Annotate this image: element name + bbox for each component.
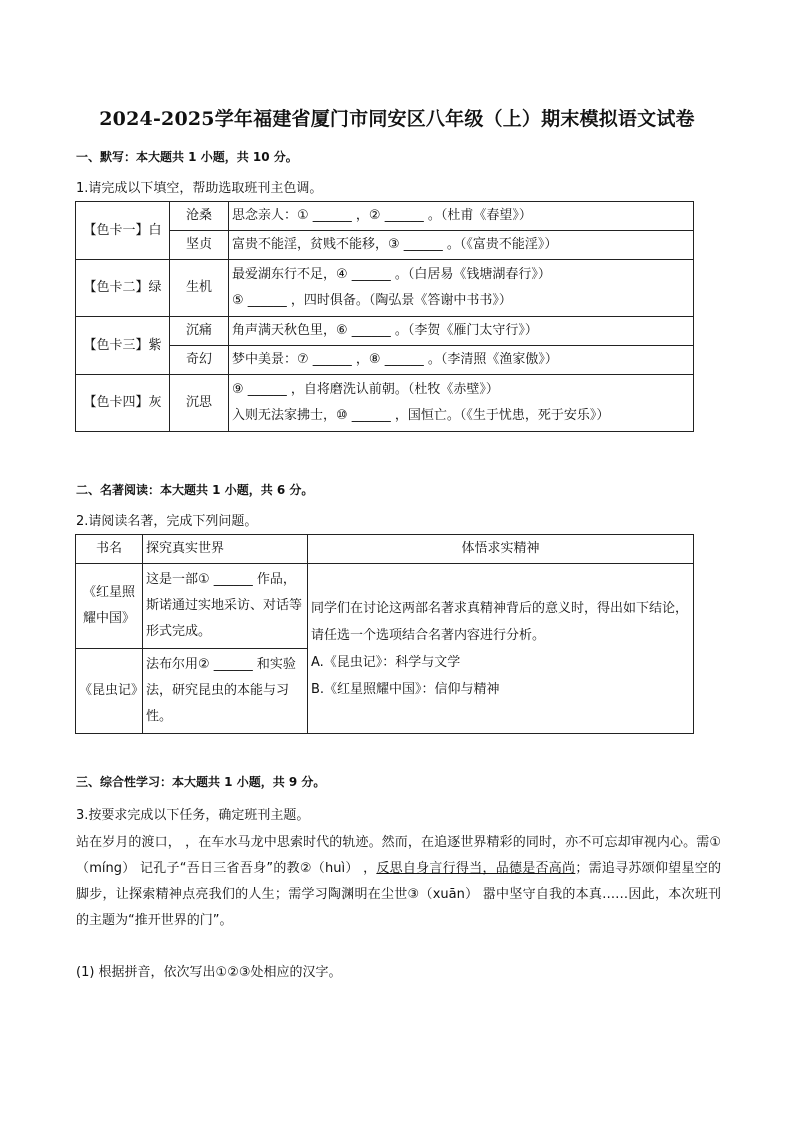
table-row xyxy=(76,260,694,317)
spirit-cell xyxy=(308,564,694,734)
option-a: A.《昆虫记》：科学与文学 xyxy=(311,654,461,670)
table-row xyxy=(76,564,694,649)
card-text: ⑨ ______ ，自将磨洗认前朝。（杜牧《赤壁》） xyxy=(232,382,499,397)
card-word: 坚贞 xyxy=(170,231,229,260)
card-word: 沉思 xyxy=(170,375,229,432)
table-row xyxy=(76,375,694,432)
passage-text: 站在岁月的渡口， ，在车水马龙中思索时代的轨迹。然而，在追逐世界精彩的同时，亦不可忘却审视内心。需①（míng） 记孔子“吾日三省吾身”的教②（huì） ， xyxy=(76,835,721,876)
book-explore: 这是一部① ______ 作品，斯诺通过实地采访、对话等形式完成。 xyxy=(143,564,308,649)
spirit-intro: 同学们在讨论这两部名著求真精神背后的意义时，得出如下结论，请任选一个选项结合名著内容进行分析。 xyxy=(311,600,689,643)
question2: 2.请阅读名著，完成下列问题。 xyxy=(76,514,258,529)
color-card-table xyxy=(75,201,694,432)
card-label: 【色卡二】绿 xyxy=(76,260,170,317)
card-text: 入则无法家拂士，⑩ ______ ，国恒亡。（《生于忧患，死于安乐》） xyxy=(232,408,610,423)
passage xyxy=(76,830,721,934)
table-header-row xyxy=(76,535,694,564)
card-text: 最爱湖东行不足，④ ______ 。（白居易《钱塘湖春行》） xyxy=(232,267,551,282)
card-text: ⑤ ______ ，四时俱备。（陶弘景《答谢中书书》） xyxy=(232,293,512,308)
card-word: 奇幻 xyxy=(170,346,229,375)
card-text: 梦中美景：⑦ ______ ，⑧ ______ 。（李清照《渔家傲》） xyxy=(229,346,694,375)
sub-question1: (1) 根据拼音，依次写出①②③处相应的汉字。 xyxy=(76,965,342,980)
section2-heading: 二、名著阅读：本大题共 1 小题，共 6 分。 xyxy=(76,483,314,497)
header-spirit: 体悟求实精神 xyxy=(308,535,694,564)
book-name: 《红星照耀中国》 xyxy=(76,564,143,649)
card-word: 生机 xyxy=(170,260,229,317)
classics-table xyxy=(75,534,694,734)
table-row xyxy=(76,317,694,346)
card-label: 【色卡三】紫 xyxy=(76,317,170,375)
card-text: 角声满天秋色里，⑥ ______ 。（李贺《雁门太守行》） xyxy=(229,317,694,346)
book-name: 《昆虫记》 xyxy=(76,649,143,734)
option-b: B.《红星照耀中国》：信仰与精神 xyxy=(311,681,500,697)
table-row xyxy=(76,202,694,231)
card-label: 【色卡四】灰 xyxy=(76,375,170,432)
section3-heading: 三、综合性学习：本大题共 1 小题，共 9 分。 xyxy=(76,775,326,789)
passage-underline: 反思自身言行得当，品德是否高尚 xyxy=(376,861,576,876)
book-explore: 法布尔用② ______ 和实验法，研究昆虫的本能与习性。 xyxy=(143,649,308,734)
card-label: 【色卡一】白 xyxy=(76,202,170,260)
card-text-cell xyxy=(229,375,694,432)
header-explore: 探究真实世界 xyxy=(143,535,308,564)
passage-text: ；需追寻苏颂仰望星空的脚步，让探索精神点亮我们的人生；需学习陶渊明在尘世③（xuān） 嚣中坚守自我的本真……因此，本次班刊的主题为“推开世界的门”。 xyxy=(76,861,721,928)
section1-heading: 一、默写：本大题共 1 小题，共 10 分。 xyxy=(76,150,298,164)
card-text-cell xyxy=(229,260,694,317)
page-title: 2024-2025学年福建省厦门市同安区八年级（上）期末模拟语文试卷 xyxy=(99,108,695,130)
question3: 3.按要求完成以下任务，确定班刊主题。 xyxy=(76,808,310,823)
card-text: 富贵不能淫，贫贱不能移，③ ______ 。（《富贵不能淫》） xyxy=(229,231,694,260)
card-word: 沧桑 xyxy=(170,202,229,231)
header-book: 书名 xyxy=(76,535,143,564)
card-word: 沉痛 xyxy=(170,317,229,346)
question1: 1.请完成以下填空，帮助选取班刊主色调。 xyxy=(76,181,323,196)
card-text: 思念亲人：① ______ ，② ______ 。（杜甫《春望》） xyxy=(229,202,694,231)
